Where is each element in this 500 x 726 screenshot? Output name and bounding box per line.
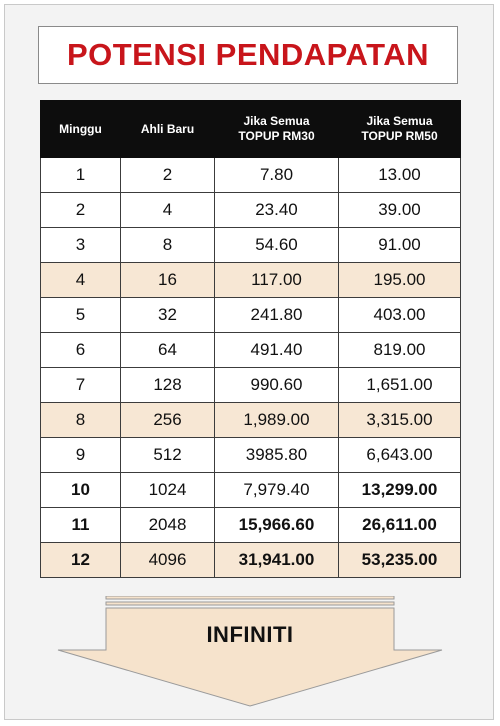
- cell-rm30: 23.40: [215, 193, 339, 228]
- cell-week: 2: [41, 193, 121, 228]
- cell-rm30: 117.00: [215, 263, 339, 298]
- arrow-stripe: [106, 596, 394, 599]
- cell-rm50: 1,651.00: [339, 368, 461, 403]
- cell-new-members: 4: [121, 193, 215, 228]
- header-topup-rm30-line2: TOPUP RM30: [238, 129, 315, 143]
- arrow-label: INFINITI: [206, 622, 294, 647]
- cell-week: 1: [41, 158, 121, 193]
- cell-rm30: 241.80: [215, 298, 339, 333]
- cell-new-members: 1024: [121, 473, 215, 508]
- cell-rm30: 15,966.60: [215, 508, 339, 543]
- cell-week: 3: [41, 228, 121, 263]
- table-row: [41, 158, 461, 193]
- table-row: [41, 193, 461, 228]
- cell-new-members: 32: [121, 298, 215, 333]
- table-row: [41, 508, 461, 543]
- cell-rm50: 3,315.00: [339, 403, 461, 438]
- cell-rm50: 91.00: [339, 228, 461, 263]
- cell-rm50: 39.00: [339, 193, 461, 228]
- cell-rm50: 13,299.00: [339, 473, 461, 508]
- cell-new-members: 256: [121, 403, 215, 438]
- down-arrow-icon: [50, 596, 450, 708]
- cell-rm30: 1,989.00: [215, 403, 339, 438]
- cell-week: 8: [41, 403, 121, 438]
- cell-new-members: 2048: [121, 508, 215, 543]
- cell-rm50: 819.00: [339, 333, 461, 368]
- cell-rm50: 403.00: [339, 298, 461, 333]
- header-new-members: Ahli Baru: [121, 101, 215, 158]
- table-row: [41, 438, 461, 473]
- title-box: [38, 26, 458, 84]
- cell-new-members: 16: [121, 263, 215, 298]
- table-row: [41, 473, 461, 508]
- cell-rm30: 31,941.00: [215, 543, 339, 578]
- table-row: [41, 228, 461, 263]
- header-topup-rm30-line1: Jika Semua: [243, 114, 310, 128]
- cell-new-members: 128: [121, 368, 215, 403]
- table-row-highlighted: [41, 543, 461, 578]
- cell-new-members: 512: [121, 438, 215, 473]
- header-week: Minggu: [41, 101, 121, 158]
- cell-new-members: 64: [121, 333, 215, 368]
- cell-rm50: 13.00: [339, 158, 461, 193]
- cell-week: 7: [41, 368, 121, 403]
- cell-rm30: 491.40: [215, 333, 339, 368]
- cell-rm50: 195.00: [339, 263, 461, 298]
- cell-rm30: 7,979.40: [215, 473, 339, 508]
- cell-rm30: 990.60: [215, 368, 339, 403]
- cell-week: 9: [41, 438, 121, 473]
- cell-week: 5: [41, 298, 121, 333]
- arrow-stripe: [106, 602, 394, 605]
- cell-new-members: 8: [121, 228, 215, 263]
- header-topup-rm50: [339, 101, 461, 158]
- table-header-row: [41, 101, 461, 158]
- table-row-highlighted: [41, 403, 461, 438]
- table-row: [41, 333, 461, 368]
- cell-week: 11: [41, 508, 121, 543]
- cell-week: 12: [41, 543, 121, 578]
- header-topup-rm50-line2: TOPUP RM50: [361, 129, 438, 143]
- table-row-highlighted: [41, 263, 461, 298]
- cell-week: 6: [41, 333, 121, 368]
- cell-week: 4: [41, 263, 121, 298]
- cell-rm50: 26,611.00: [339, 508, 461, 543]
- table-row: [41, 298, 461, 333]
- page-title: POTENSI PENDAPATAN: [66, 37, 430, 72]
- header-topup-rm50-line1: Jika Semua: [366, 114, 433, 128]
- cell-rm50: 53,235.00: [339, 543, 461, 578]
- cell-new-members: 2: [121, 158, 215, 193]
- cell-rm30: 54.60: [215, 228, 339, 263]
- cell-week: 10: [41, 473, 121, 508]
- cell-new-members: 4096: [121, 543, 215, 578]
- cell-rm30: 3985.80: [215, 438, 339, 473]
- header-topup-rm30: [215, 101, 339, 158]
- income-table: [40, 100, 461, 578]
- cell-rm30: 7.80: [215, 158, 339, 193]
- table-row: [41, 368, 461, 403]
- cell-rm50: 6,643.00: [339, 438, 461, 473]
